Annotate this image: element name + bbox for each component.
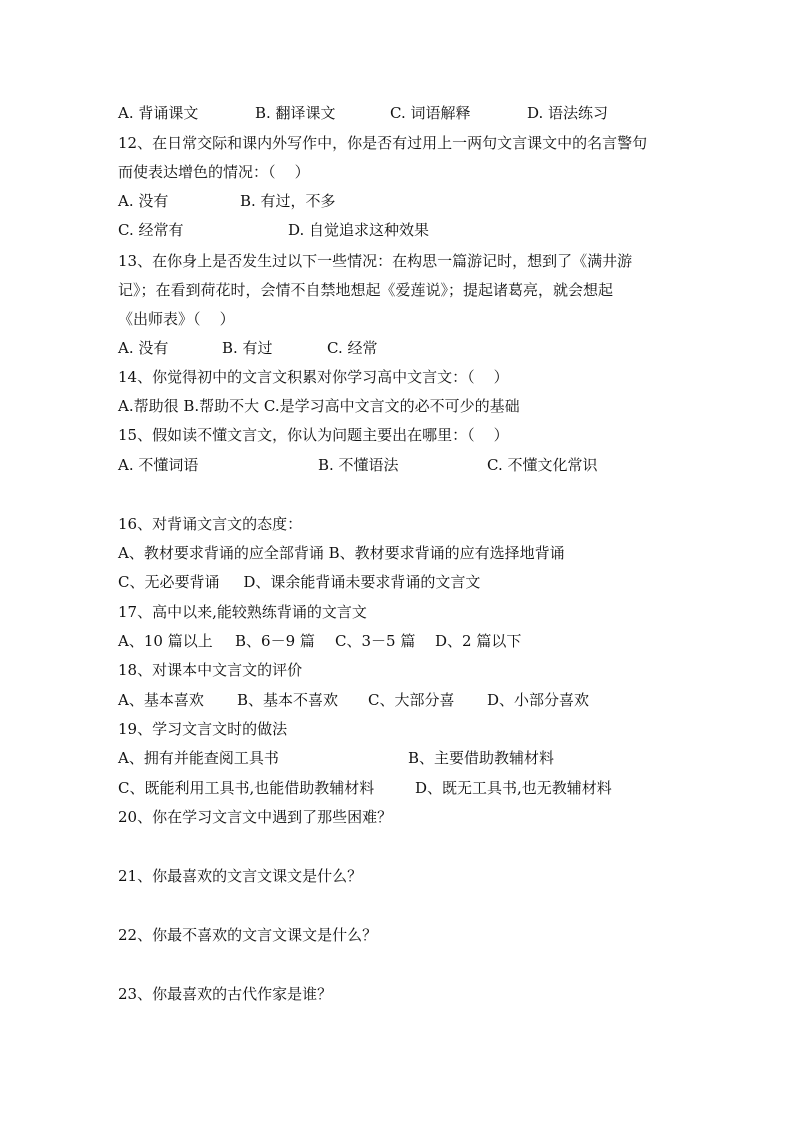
q17-option-d: D、2 篇以下 <box>435 632 522 650</box>
q15-option-c: C. 不懂文化常识 <box>487 456 598 474</box>
q17-option-c: C、3－5 篇 <box>335 632 416 650</box>
q13-option-b: B. 有过 <box>222 339 273 357</box>
q16-options-line1: A、教材要求背诵的应全部背诵 B、教材要求背诵的应有选择地背诵 <box>118 544 565 562</box>
q17-text: 17、高中以来,能较熟练背诵的文言文 <box>118 603 367 621</box>
q13-option-a: A. 没有 <box>118 339 169 357</box>
q11-option-b: B. 翻译课文 <box>255 104 336 122</box>
q14-text: 14、你觉得初中的文言文积累对你学习高中文言文：（ ） <box>118 368 509 386</box>
q14-options: A.帮助很 B.帮助不大 C.是学习高中文言文的必不可少的基础 <box>118 397 520 415</box>
q19-option-a: A、拥有并能查阅工具书 <box>118 749 279 767</box>
q16-text: 16、对背诵文言文的态度： <box>118 515 303 533</box>
q19-option-c: C、既能利用工具书,也能借助教辅材料 <box>118 779 375 797</box>
q13-option-c: C. 经常 <box>327 339 378 357</box>
q12-option-b: B. 有过，不多 <box>240 192 336 210</box>
q12-option-d: D. 自觉追求这种效果 <box>288 221 430 239</box>
q17-option-a: A、10 篇以上 <box>118 632 213 650</box>
q12-text-line2: 而使表达增色的情况：（ ） <box>118 163 310 181</box>
q15-option-b: B. 不懂语法 <box>318 456 399 474</box>
q18-text: 18、对课本中文言文的评价 <box>118 661 303 679</box>
q23-text: 23、你最喜欢的古代作家是谁？ <box>118 985 333 1003</box>
q18-option-a: A、基本喜欢 <box>118 691 204 709</box>
q11-option-c: C. 词语解释 <box>390 104 471 122</box>
q15-text: 15、假如读不懂文言文，你认为问题主要出在哪里：（ ） <box>118 426 509 444</box>
q18-option-c: C、大部分喜 <box>368 691 455 709</box>
q12-option-a: A. 没有 <box>118 192 169 210</box>
q19-option-d: D、既无工具书,也无教辅材料 <box>415 779 612 797</box>
q19-text: 19、学习文言文时的做法 <box>118 720 288 738</box>
q19-option-b: B、主要借助教辅材料 <box>408 749 555 767</box>
q15-option-a: A. 不懂词语 <box>118 456 199 474</box>
q22-text: 22、你最不喜欢的文言文课文是什么？ <box>118 926 378 944</box>
q21-text: 21、你最喜欢的文言文课文是什么？ <box>118 867 363 885</box>
q13-text-line1: 13、在你身上是否发生过以下一些情况：在构思一篇游记时，想到了《满井游 <box>118 252 633 270</box>
q13-text-line2: 记》；在看到荷花时，会情不自禁地想起《爱莲说》；提起诸葛亮，就会想起 <box>118 281 614 299</box>
q16-options-line2: C、无必要背诵 D、课余能背诵未要求背诵的文言文 <box>118 573 481 591</box>
q12-text-line1: 12、在日常交际和课内外写作中，你是否有过用上一两句文言课文中的名言警句 <box>118 134 648 152</box>
q11-option-a: A. 背诵课文 <box>118 104 199 122</box>
q11-option-d: D. 语法练习 <box>527 104 609 122</box>
q13-text-line3: 《出师表》（ ） <box>118 310 235 328</box>
q18-option-b: B、基本不喜欢 <box>237 691 339 709</box>
q12-option-c: C. 经常有 <box>118 221 184 239</box>
q20-text: 20、你在学习文言文中遇到了那些困难？ <box>118 808 393 826</box>
q18-option-d: D、小部分喜欢 <box>487 691 590 709</box>
q17-option-b: B、6－9 篇 <box>235 632 315 650</box>
